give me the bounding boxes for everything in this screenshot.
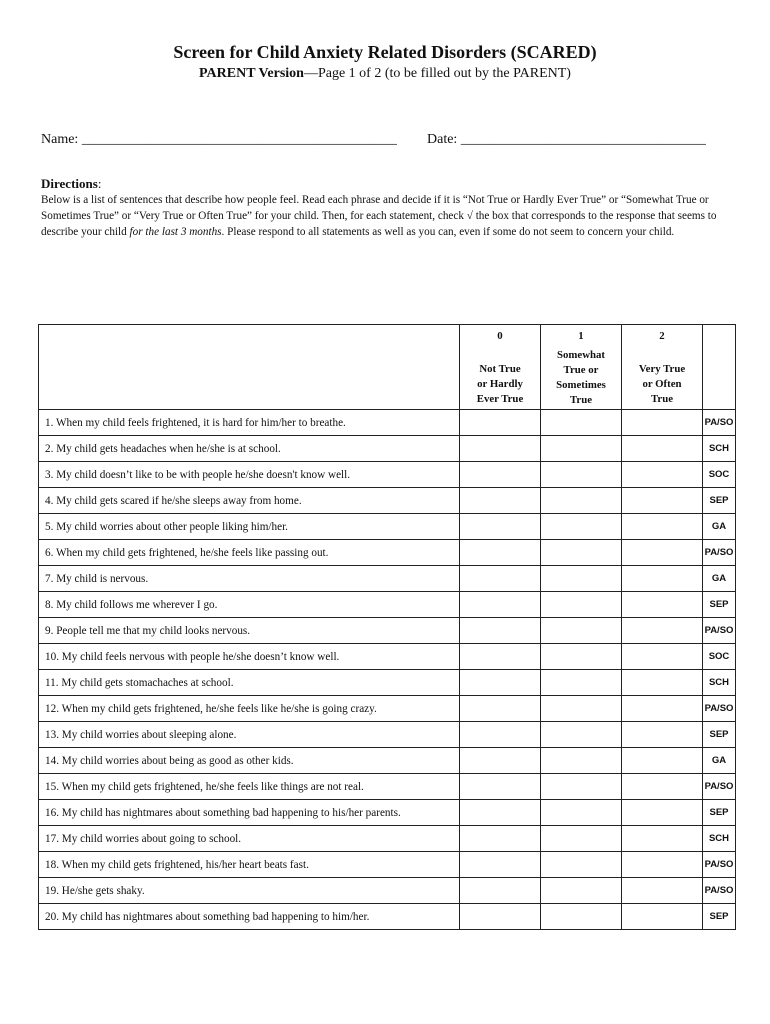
- answer-checkbox-1[interactable]: [541, 566, 622, 592]
- answer-checkbox-0[interactable]: [460, 488, 541, 514]
- form-title: Screen for Child Anxiety Related Disorders (SCARED): [173, 42, 597, 62]
- answer-checkbox-0[interactable]: [460, 904, 541, 930]
- item-text: 1. When my child feels frightened, it is hard for him/her to breathe.: [39, 410, 460, 436]
- answer-checkbox-0[interactable]: [460, 670, 541, 696]
- version-label: PARENT Version: [199, 66, 304, 81]
- table-row: [39, 514, 736, 540]
- answer-checkbox-2[interactable]: [622, 670, 703, 696]
- answer-checkbox-1[interactable]: [541, 826, 622, 852]
- answer-checkbox-2[interactable]: [622, 436, 703, 462]
- answer-checkbox-2[interactable]: [622, 540, 703, 566]
- scoring-code: GA: [703, 514, 736, 540]
- item-text: 11. My child gets stomachaches at school.: [39, 670, 460, 696]
- item-text: 10. My child feels nervous with people he/she doesn’t know well.: [39, 644, 460, 670]
- item-text: 20. My child has nightmares about something bad happening to him/her.: [39, 904, 460, 930]
- table-row: [39, 670, 736, 696]
- answer-checkbox-0[interactable]: [460, 800, 541, 826]
- date-line[interactable]: ___________________________________: [460, 132, 706, 147]
- answer-checkbox-0[interactable]: [460, 540, 541, 566]
- answer-checkbox-0[interactable]: [460, 722, 541, 748]
- answer-checkbox-1[interactable]: [541, 436, 622, 462]
- item-text: 9. People tell me that my child looks nervous.: [39, 618, 460, 644]
- item-text: 3. My child doesn’t like to be with people he/she doesn't know well.: [39, 462, 460, 488]
- answer-checkbox-2[interactable]: [622, 800, 703, 826]
- table-row: [39, 904, 736, 930]
- answer-checkbox-1[interactable]: [541, 722, 622, 748]
- answer-checkbox-2[interactable]: [622, 566, 703, 592]
- scoring-code: PA/SO: [703, 852, 736, 878]
- scoring-code: SOC: [703, 644, 736, 670]
- answer-checkbox-1[interactable]: [541, 878, 622, 904]
- name-field[interactable]: [41, 132, 397, 148]
- answer-checkbox-2[interactable]: [622, 852, 703, 878]
- answer-checkbox-0[interactable]: [460, 566, 541, 592]
- scoring-code: PA/SO: [703, 540, 736, 566]
- answer-checkbox-0[interactable]: [460, 410, 541, 436]
- table-row: [39, 618, 736, 644]
- scoring-code: PA/SO: [703, 696, 736, 722]
- answer-checkbox-2[interactable]: [622, 748, 703, 774]
- answer-checkbox-0[interactable]: [460, 618, 541, 644]
- version-rest: —Page 1 of 2 (to be filled out by the PARENT): [303, 66, 571, 81]
- answer-checkbox-2[interactable]: [622, 462, 703, 488]
- directions-heading: Directions:: [41, 176, 102, 191]
- scoring-code: SOC: [703, 462, 736, 488]
- scoring-code: SCH: [703, 436, 736, 462]
- table-row: [39, 748, 736, 774]
- table-row: [39, 722, 736, 748]
- answer-checkbox-0[interactable]: [460, 462, 541, 488]
- column-label: Somewhat True or Sometimes True: [556, 349, 606, 406]
- answer-checkbox-1[interactable]: [541, 410, 622, 436]
- answer-checkbox-1[interactable]: [541, 904, 622, 930]
- answer-checkbox-0[interactable]: [460, 592, 541, 618]
- answer-checkbox-0[interactable]: [460, 696, 541, 722]
- answer-checkbox-1[interactable]: [541, 774, 622, 800]
- table-row: [39, 410, 736, 436]
- answer-checkbox-2[interactable]: [622, 878, 703, 904]
- date-field[interactable]: [427, 132, 706, 148]
- scoring-code: SEP: [703, 722, 736, 748]
- scared-table: [38, 324, 736, 930]
- answer-checkbox-0[interactable]: [460, 826, 541, 852]
- answer-checkbox-1[interactable]: [541, 852, 622, 878]
- answer-checkbox-1[interactable]: [541, 514, 622, 540]
- answer-checkbox-0[interactable]: [460, 644, 541, 670]
- item-text: 13. My child worries about sleeping alone.: [39, 722, 460, 748]
- scoring-code: GA: [703, 566, 736, 592]
- table-row: [39, 826, 736, 852]
- item-text: 2. My child gets headaches when he/she is at school.: [39, 436, 460, 462]
- answer-checkbox-1[interactable]: [541, 748, 622, 774]
- answer-checkbox-2[interactable]: [622, 826, 703, 852]
- scoring-code: PA/SO: [703, 774, 736, 800]
- answer-checkbox-1[interactable]: [541, 488, 622, 514]
- item-text: 19. He/she gets shaky.: [39, 878, 460, 904]
- scoring-code: SCH: [703, 826, 736, 852]
- answer-checkbox-2[interactable]: [622, 618, 703, 644]
- answer-checkbox-2[interactable]: [622, 696, 703, 722]
- answer-checkbox-1[interactable]: [541, 644, 622, 670]
- table-row: [39, 696, 736, 722]
- answer-checkbox-2[interactable]: [622, 592, 703, 618]
- item-text: 17. My child worries about going to school.: [39, 826, 460, 852]
- scoring-code: PA/SO: [703, 878, 736, 904]
- answer-checkbox-1[interactable]: [541, 592, 622, 618]
- table-row: [39, 774, 736, 800]
- answer-checkbox-1[interactable]: [541, 462, 622, 488]
- answer-checkbox-2[interactable]: [622, 644, 703, 670]
- scoring-code: SEP: [703, 488, 736, 514]
- form-subtitle: [0, 66, 770, 82]
- answer-checkbox-1[interactable]: [541, 696, 622, 722]
- code-header-cell: [703, 325, 736, 410]
- column-label: Very True or Often True: [638, 363, 686, 405]
- item-text: 15. When my child gets frightened, he/she feels like things are not real.: [39, 774, 460, 800]
- answer-checkbox-0[interactable]: [460, 852, 541, 878]
- table-row: [39, 644, 736, 670]
- column-number: 0: [497, 330, 503, 342]
- table-row: [39, 488, 736, 514]
- table-row: [39, 540, 736, 566]
- scoring-code: SCH: [703, 670, 736, 696]
- table-row: [39, 592, 736, 618]
- scoring-code: PA/SO: [703, 618, 736, 644]
- item-text: 7. My child is nervous.: [39, 566, 460, 592]
- answer-checkbox-1[interactable]: [541, 618, 622, 644]
- column-header-1: [541, 325, 622, 410]
- name-line[interactable]: _____________________________________________: [81, 132, 397, 147]
- table-row: [39, 436, 736, 462]
- answer-checkbox-1[interactable]: [541, 540, 622, 566]
- item-text: 16. My child has nightmares about something bad happening to his/her parents.: [39, 800, 460, 826]
- answer-checkbox-2[interactable]: [622, 488, 703, 514]
- answer-checkbox-0[interactable]: [460, 436, 541, 462]
- answer-checkbox-1[interactable]: [541, 670, 622, 696]
- answer-checkbox-0[interactable]: [460, 774, 541, 800]
- table-row: [39, 566, 736, 592]
- column-label: Not True or Hardly Ever True: [476, 363, 524, 405]
- answer-checkbox-1[interactable]: [541, 800, 622, 826]
- column-header-2: [622, 325, 703, 410]
- table-header-row: [39, 325, 736, 410]
- column-number: 2: [659, 330, 665, 342]
- scoring-code: SEP: [703, 904, 736, 930]
- scoring-code: SEP: [703, 800, 736, 826]
- scoring-code: SEP: [703, 592, 736, 618]
- answer-checkbox-2[interactable]: [622, 722, 703, 748]
- name-label: Name:: [41, 132, 79, 147]
- answer-checkbox-0[interactable]: [460, 748, 541, 774]
- item-header-cell: [39, 325, 460, 410]
- date-label: Date:: [427, 132, 458, 147]
- answer-checkbox-2[interactable]: [622, 514, 703, 540]
- column-header-0: [460, 325, 541, 410]
- table-row: [39, 462, 736, 488]
- table-row: [39, 800, 736, 826]
- answer-checkbox-2[interactable]: [622, 774, 703, 800]
- scoring-code: PA/SO: [703, 410, 736, 436]
- scoring-code: GA: [703, 748, 736, 774]
- item-text: 5. My child worries about other people liking him/her.: [39, 514, 460, 540]
- table-row: [39, 852, 736, 878]
- table-row: [39, 878, 736, 904]
- column-number: 1: [578, 330, 584, 342]
- answer-checkbox-0[interactable]: [460, 514, 541, 540]
- item-text: 14. My child worries about being as good as other kids.: [39, 748, 460, 774]
- item-text: 18. When my child gets frightened, his/her heart beats fast.: [39, 852, 460, 878]
- item-text: 6. When my child gets frightened, he/she feels like passing out.: [39, 540, 460, 566]
- item-text: 4. My child gets scared if he/she sleeps away from home.: [39, 488, 460, 514]
- answer-checkbox-0[interactable]: [460, 878, 541, 904]
- item-text: 8. My child follows me wherever I go.: [39, 592, 460, 618]
- answer-checkbox-2[interactable]: [622, 410, 703, 436]
- answer-checkbox-2[interactable]: [622, 904, 703, 930]
- item-text: 12. When my child gets frightened, he/she feels like he/she is going crazy.: [39, 696, 460, 722]
- directions-text: Below is a list of sentences that describe how people feel. Read each phrase and decide if it is “Not True or Hardly Ever True” or “Somewhat True or Sometimes True” or “Very True or Often True” for your child. Then, for each statement, check √ the box that corresponds to the response that seems to describe your child for the last 3 months. Please respond to all statements as well as you can, even if some do not seem to concern your child.: [41, 194, 717, 238]
